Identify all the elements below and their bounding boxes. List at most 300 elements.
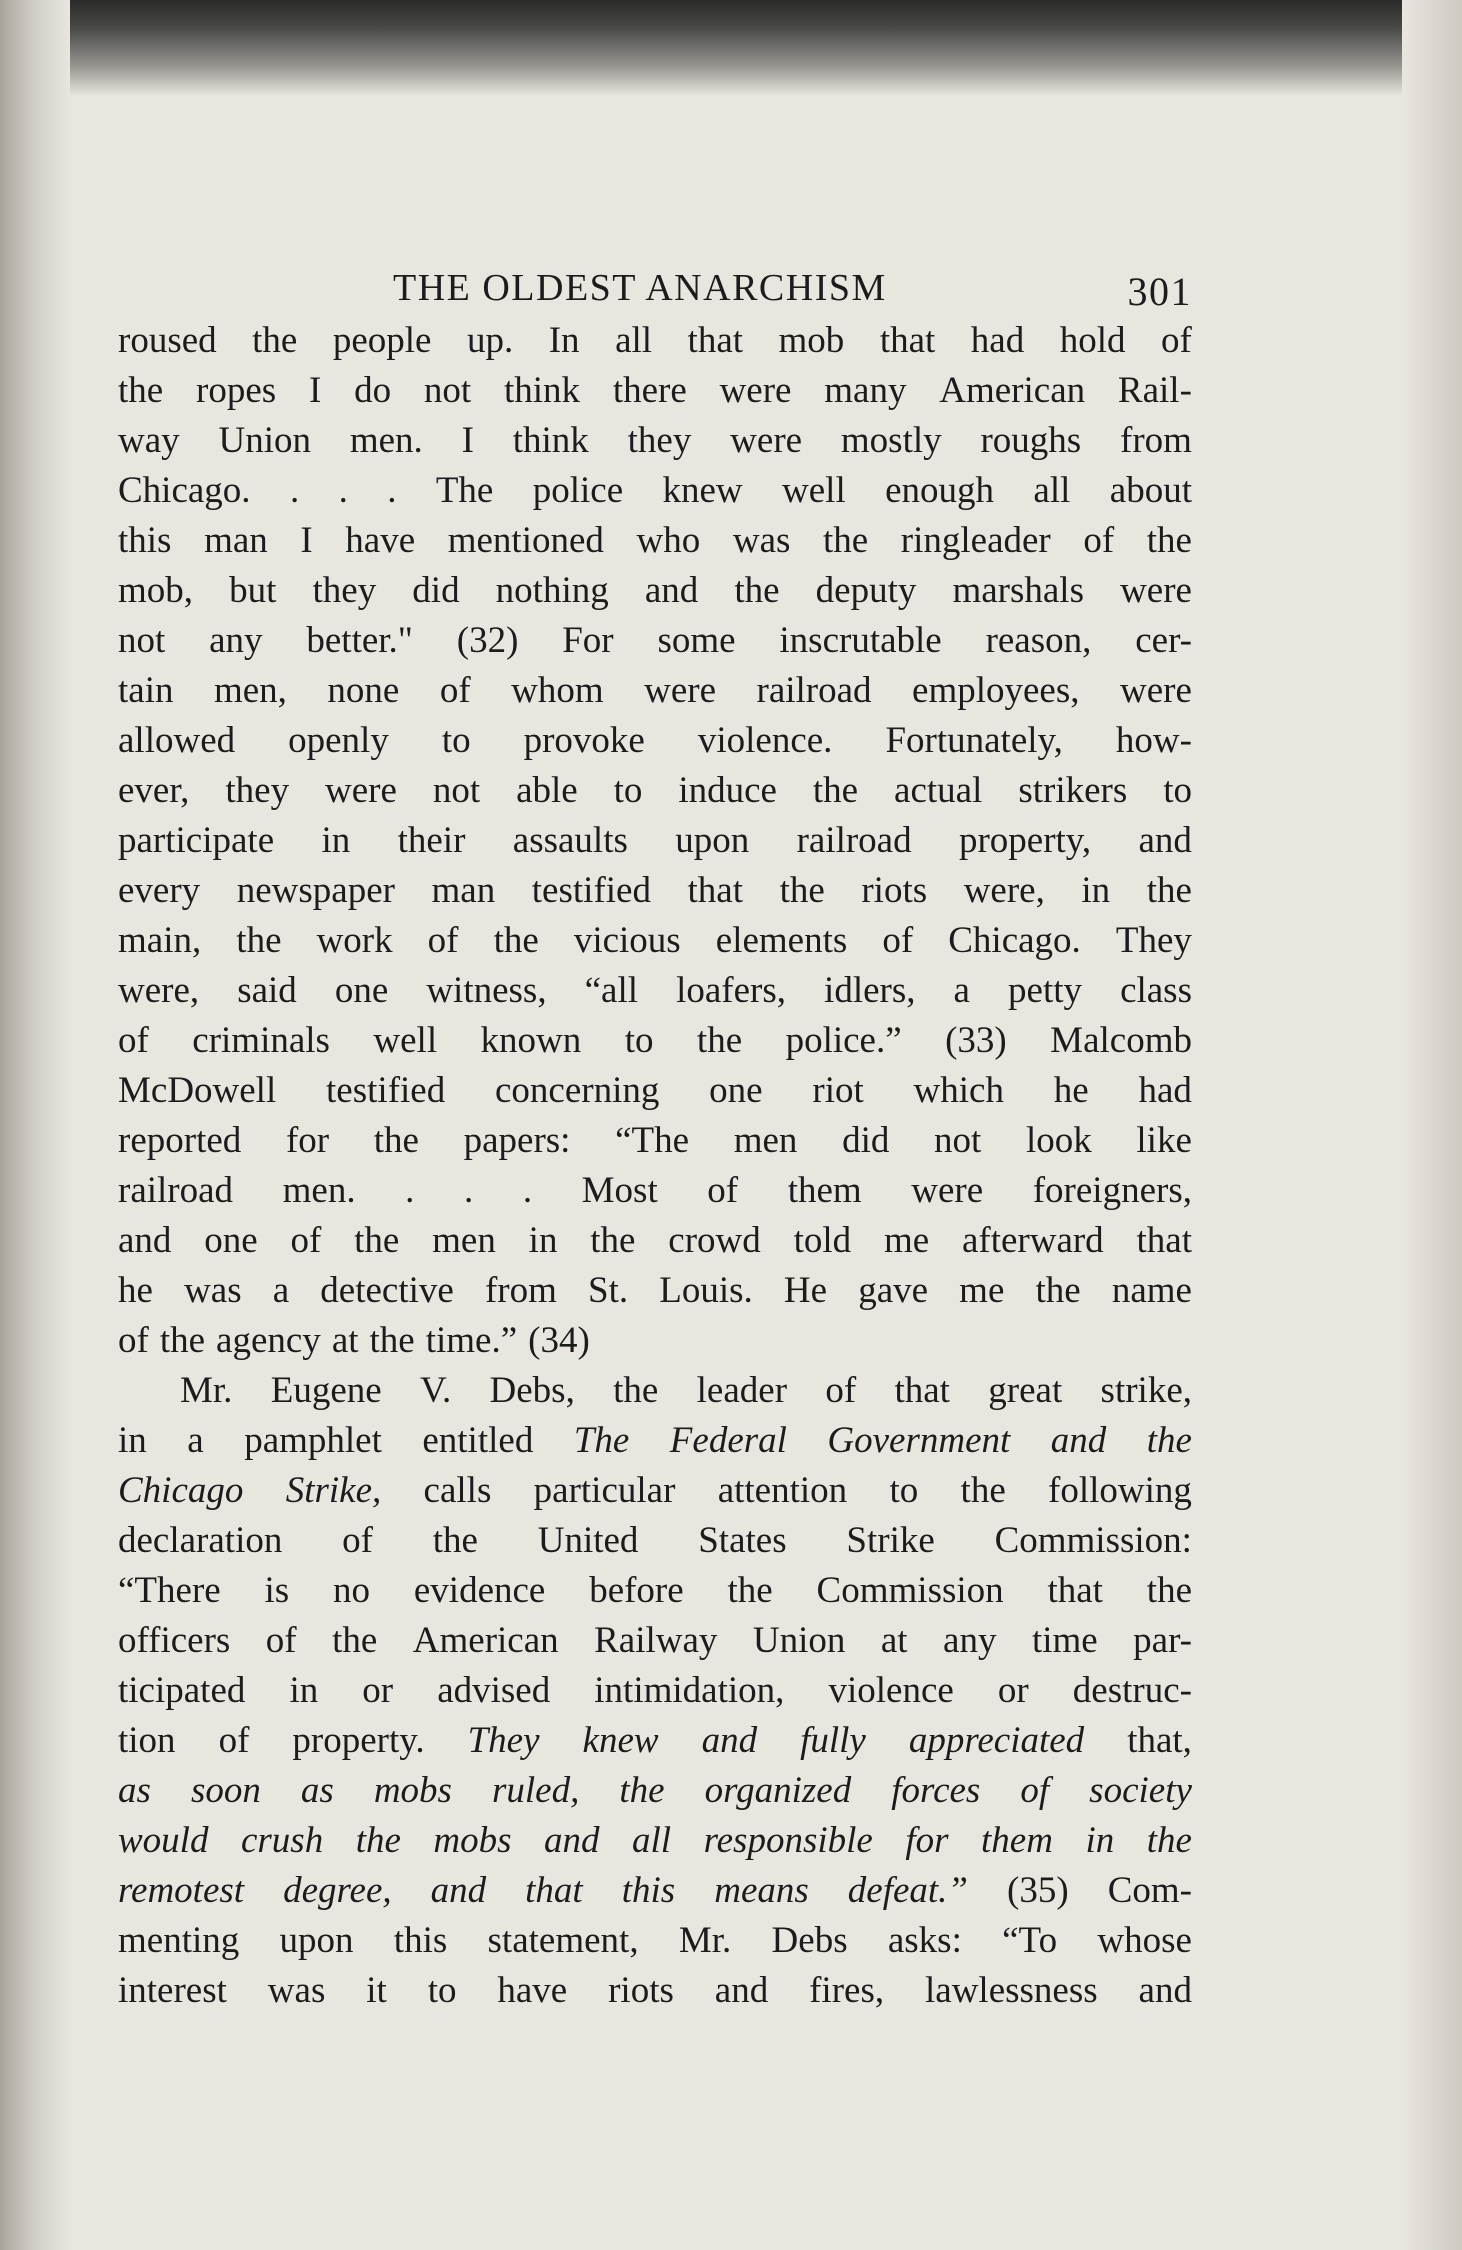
word: knew: [582, 1720, 659, 1761]
page-number: 301: [1127, 269, 1192, 314]
word: soon: [190, 1770, 261, 1811]
word: Strike: [846, 1520, 935, 1561]
word: of: [1020, 1770, 1050, 1811]
scan-shadow-left: [0, 0, 70, 2250]
word: entitled: [422, 1420, 534, 1461]
word: they: [225, 770, 290, 811]
word: were,: [118, 970, 200, 1011]
word: to: [624, 1020, 654, 1061]
word: responsible: [703, 1820, 873, 1861]
word: but: [229, 570, 277, 611]
word: main,: [118, 920, 202, 961]
word: told: [793, 1220, 852, 1261]
word: men: [432, 1220, 496, 1261]
text-line: [118, 466, 1192, 516]
word: “To: [1002, 1920, 1058, 1961]
word: provoke: [523, 720, 645, 761]
text-line: [118, 1866, 1192, 1916]
text-line: [118, 866, 1192, 916]
word: railroad: [796, 820, 912, 861]
word: was: [184, 1270, 242, 1311]
word: the: [373, 1120, 419, 1161]
word: of: [882, 920, 914, 961]
word: mobs: [373, 1770, 452, 1811]
word: any: [209, 620, 263, 661]
word: reported: [118, 1120, 242, 1161]
word: asks:: [887, 1920, 962, 1961]
word: were: [1120, 670, 1192, 711]
scan-shadow-right: [1402, 0, 1462, 2250]
word: for: [905, 1820, 949, 1861]
word: “all: [584, 970, 639, 1011]
word: police: [532, 470, 624, 511]
word: them: [981, 1820, 1053, 1861]
word: Mr.: [180, 1370, 233, 1411]
word: Strike,: [285, 1470, 382, 1511]
word: lawlessness: [925, 1970, 1098, 2011]
word: the: [369, 1320, 415, 1361]
word: nothing: [495, 570, 609, 611]
word: men.: [282, 1170, 356, 1211]
word: all: [615, 320, 653, 361]
word: ever,: [118, 770, 190, 811]
word: a: [272, 1270, 290, 1311]
word: before: [589, 1570, 684, 1611]
word: not: [423, 370, 472, 411]
word: knew: [662, 470, 743, 511]
word: people: [332, 320, 432, 361]
word: tion: [118, 1720, 176, 1761]
word: great: [988, 1370, 1063, 1411]
word: par-: [1133, 1620, 1192, 1661]
text-line: [118, 1016, 1192, 1066]
word: .: [463, 1170, 474, 1211]
word: way: [118, 420, 180, 461]
word: time.”: [425, 1320, 518, 1361]
word: and: [544, 1820, 600, 1861]
word: American: [939, 370, 1086, 411]
word: of: [427, 920, 459, 961]
text-line: [118, 1966, 1192, 2016]
word: fires,: [809, 1970, 885, 2011]
text-line: [118, 366, 1192, 416]
word: of: [118, 1320, 149, 1361]
word: Debs,: [489, 1370, 575, 1411]
word: St.: [588, 1270, 629, 1311]
word: were,: [963, 870, 1045, 911]
word: vicious: [573, 920, 681, 961]
word: a: [953, 970, 970, 1011]
word: In: [548, 320, 580, 361]
word: foreigners,: [1032, 1170, 1192, 1211]
word: time: [1031, 1620, 1098, 1661]
word: that: [879, 320, 936, 361]
word: any: [943, 1620, 997, 1661]
word: that: [1047, 1570, 1103, 1611]
running-head-title: THE OLDEST ANARCHISM: [393, 267, 887, 309]
word: Eugene: [270, 1370, 382, 1411]
word: mentioned: [447, 520, 604, 561]
text-line: [118, 1666, 1192, 1716]
word: class: [1120, 970, 1192, 1011]
word: as: [118, 1770, 151, 1811]
word: roughs: [980, 420, 1082, 461]
word: I: [461, 420, 474, 461]
word: up.: [466, 320, 514, 361]
word: in: [1085, 1820, 1115, 1861]
word: mostly: [840, 420, 942, 461]
word: not: [118, 620, 166, 661]
word: in: [1081, 870, 1111, 911]
word: Chicago: [118, 1470, 244, 1511]
word: railroad: [756, 670, 872, 711]
word: Government: [827, 1420, 1011, 1461]
word: known: [480, 1020, 582, 1061]
word: States: [698, 1520, 787, 1561]
word: of: [825, 1370, 857, 1411]
word: hold: [1059, 320, 1126, 361]
word: about: [1109, 470, 1192, 511]
word: think: [512, 420, 589, 461]
word: of: [439, 670, 471, 711]
word: Railway: [594, 1620, 718, 1661]
word: of: [342, 1520, 373, 1561]
word: all: [1033, 470, 1071, 511]
word: menting: [118, 1920, 240, 1961]
word: of: [707, 1170, 739, 1211]
book-page: [118, 250, 1192, 2150]
word: actual: [894, 770, 983, 811]
word: United: [537, 1520, 639, 1561]
word: did: [842, 1120, 890, 1161]
word: interest: [118, 1970, 227, 2011]
word: He: [783, 1270, 828, 1311]
word: were: [719, 370, 792, 411]
word: the: [727, 1570, 773, 1611]
word: elements: [715, 920, 848, 961]
word: in: [528, 1220, 558, 1261]
text-line: [118, 816, 1192, 866]
word: V.: [420, 1370, 452, 1411]
word: were: [644, 670, 717, 711]
word: this: [393, 1920, 448, 1961]
word: how-: [1115, 720, 1192, 761]
word: would: [118, 1820, 209, 1861]
word: property.: [292, 1720, 425, 1761]
word: the: [696, 1020, 743, 1061]
text-line: [118, 1416, 1192, 1466]
word: the: [1146, 870, 1192, 911]
word: “There: [118, 1570, 221, 1611]
text-line: [118, 1566, 1192, 1616]
word: the: [354, 1220, 400, 1261]
word: or: [362, 1670, 394, 1711]
word: agency: [216, 1320, 321, 1361]
word: their: [397, 820, 466, 861]
word: were: [1120, 570, 1192, 611]
word: to: [427, 1970, 457, 2011]
word: .: [338, 470, 348, 511]
word: well: [782, 470, 846, 511]
word: violence: [828, 1670, 954, 1711]
word: that: [687, 320, 744, 361]
word: that,: [1127, 1720, 1192, 1761]
word: degree,: [283, 1870, 392, 1911]
word: for: [285, 1120, 330, 1161]
word: petty: [1008, 970, 1083, 1011]
text-line: [118, 416, 1192, 466]
word: The: [573, 1420, 630, 1461]
text-line: [118, 766, 1192, 816]
text-line: [118, 1216, 1192, 1266]
word: .: [387, 470, 397, 511]
text-line: [118, 1716, 1192, 1766]
word: they: [312, 570, 377, 611]
text-line: [118, 1816, 1192, 1866]
text-line: [118, 1616, 1192, 1666]
word: Louis.: [659, 1270, 753, 1311]
word: newspaper: [236, 870, 395, 911]
word: upon: [675, 820, 750, 861]
word: the: [1146, 1570, 1192, 1611]
word: mob,: [118, 570, 194, 611]
word: strike,: [1100, 1370, 1192, 1411]
word: society: [1089, 1770, 1192, 1811]
word: have: [497, 1970, 568, 2011]
word: upon: [279, 1920, 354, 1961]
word: .: [289, 470, 300, 511]
word: the: [332, 1620, 378, 1661]
word: appreciated: [908, 1720, 1085, 1761]
word: the: [734, 570, 780, 611]
text-line: [118, 1166, 1192, 1216]
word: .: [522, 1170, 533, 1211]
text-line: [118, 716, 1192, 766]
text-line: [118, 1466, 1192, 1516]
word: men,: [213, 670, 287, 711]
word: think: [503, 370, 581, 411]
word: Debs: [771, 1920, 848, 1961]
word: remotest: [118, 1870, 245, 1911]
word: had: [1138, 1070, 1192, 1111]
word: inscrutable: [779, 620, 942, 661]
word: marshals: [952, 570, 1084, 611]
word: Fortunately,: [885, 720, 1063, 761]
word: they: [627, 420, 692, 461]
word: tain: [118, 670, 174, 711]
word: American: [412, 1620, 559, 1661]
word: deputy: [815, 570, 917, 611]
word: attention: [717, 1470, 848, 1511]
word: of: [290, 1220, 322, 1261]
word: the: [432, 1520, 478, 1561]
word: many: [824, 370, 907, 411]
word: (32): [456, 620, 519, 661]
word: Commission: [816, 1570, 1004, 1611]
word: the: [590, 1220, 636, 1261]
word: declaration: [118, 1520, 283, 1561]
word: I: [308, 370, 322, 411]
word: of: [1083, 520, 1115, 561]
word: detective: [320, 1270, 454, 1311]
word: said: [237, 970, 297, 1011]
word: that: [525, 1870, 583, 1911]
scan-shadow-top: [0, 0, 1462, 96]
word: testified: [326, 1070, 446, 1111]
text-line: [118, 1266, 1192, 1316]
word: Union: [218, 420, 311, 461]
text-line: [118, 316, 1192, 366]
word: me: [883, 1220, 930, 1261]
word: organized: [704, 1770, 852, 1811]
word: employees,: [912, 670, 1080, 711]
word: induce: [678, 770, 777, 811]
word: .: [405, 1170, 415, 1211]
word: the: [1146, 1820, 1192, 1861]
word: “The: [615, 1120, 690, 1161]
text-line: [118, 916, 1192, 966]
word: in: [289, 1670, 319, 1711]
word: one: [334, 970, 389, 1011]
word: this: [118, 520, 172, 561]
word: of: [118, 1020, 149, 1061]
word: the: [1146, 1420, 1192, 1461]
word: this: [621, 1870, 676, 1911]
word: railroad: [118, 1170, 234, 1211]
word: Rail-: [1117, 370, 1192, 411]
word: fully: [800, 1720, 866, 1761]
word: to: [441, 720, 471, 761]
word: officers: [118, 1620, 231, 1661]
word: the: [619, 1770, 665, 1811]
word: concerning: [495, 1070, 660, 1111]
word: the: [252, 320, 298, 361]
word: look: [1025, 1120, 1092, 1161]
word: a: [187, 1420, 204, 1461]
word: was: [732, 520, 791, 561]
body-text: [118, 316, 1192, 2016]
word: Federal: [669, 1420, 787, 1461]
word: all: [632, 1820, 672, 1861]
word: well: [373, 1020, 438, 1061]
word: from: [484, 1270, 557, 1311]
word: destruc-: [1072, 1670, 1192, 1711]
word: do: [354, 370, 392, 411]
word: the: [1146, 520, 1192, 561]
word: allowed: [118, 720, 236, 761]
word: were: [325, 770, 397, 811]
text-line: [118, 966, 1192, 1016]
word: enough: [885, 470, 995, 511]
text-line: [118, 516, 1192, 566]
word: Com-: [1107, 1870, 1192, 1911]
text-line: [118, 1116, 1192, 1166]
word: the: [822, 520, 869, 561]
word: better.": [306, 620, 413, 661]
word: assaults: [512, 820, 628, 861]
word: as: [300, 1770, 334, 1811]
word: and: [430, 1870, 487, 1911]
word: participate: [118, 820, 275, 861]
word: Union: [752, 1620, 846, 1661]
word: (35): [1007, 1870, 1069, 1911]
word: advised: [437, 1670, 551, 1711]
word: whom: [511, 670, 604, 711]
word: Chicago.: [948, 920, 1081, 961]
word: ropes: [196, 370, 277, 411]
word: were: [911, 1170, 984, 1211]
text-line: [118, 1516, 1192, 1566]
word: gave: [858, 1270, 929, 1311]
word: police.”: [785, 1020, 902, 1061]
word: riots: [608, 1970, 674, 2011]
word: that: [687, 870, 744, 911]
word: afterward: [961, 1220, 1104, 1261]
word: were: [730, 420, 803, 461]
text-line: [118, 616, 1192, 666]
word: For: [562, 620, 614, 661]
word: to: [889, 1470, 919, 1511]
word: and: [714, 1970, 769, 2011]
word: means: [714, 1870, 809, 1911]
word: papers:: [463, 1120, 571, 1161]
word: he: [118, 1270, 153, 1311]
word: them: [787, 1170, 862, 1211]
word: Chicago.: [118, 470, 251, 511]
word: every: [118, 870, 201, 911]
word: some: [657, 620, 736, 661]
word: which: [913, 1070, 1004, 1111]
word: Commission:: [994, 1520, 1192, 1561]
word: not: [432, 770, 481, 811]
word: like: [1136, 1120, 1192, 1161]
word: to: [1163, 770, 1192, 811]
word: Malcomb: [1050, 1020, 1192, 1061]
word: and: [118, 1220, 172, 1261]
text-line: [118, 1316, 1192, 1366]
text-line: [118, 566, 1192, 616]
word: to: [613, 770, 643, 811]
word: pamphlet: [244, 1420, 382, 1461]
word: name: [1111, 1270, 1192, 1311]
word: work: [316, 920, 393, 961]
word: reason,: [985, 620, 1092, 661]
word: statement,: [487, 1920, 639, 1961]
word: is: [264, 1570, 290, 1611]
word: who: [636, 520, 701, 561]
word: able: [516, 770, 578, 811]
text-line: [118, 666, 1192, 716]
word: Most: [581, 1170, 658, 1211]
word: ticipated: [118, 1670, 246, 1711]
word: (34): [528, 1320, 590, 1361]
word: (33): [945, 1020, 1007, 1061]
word: he: [1053, 1070, 1089, 1111]
word: The: [435, 470, 494, 511]
word: crowd: [668, 1220, 761, 1261]
word: the: [118, 370, 164, 411]
word: me: [959, 1270, 1005, 1311]
word: of: [218, 1720, 250, 1761]
word: not: [934, 1120, 982, 1161]
word: I: [300, 520, 313, 561]
word: did: [412, 570, 460, 611]
word: crush: [240, 1820, 324, 1861]
text-line: [118, 1366, 1192, 1416]
word: forces: [891, 1770, 981, 1811]
word: roused: [118, 320, 217, 361]
word: ruled,: [491, 1770, 580, 1811]
